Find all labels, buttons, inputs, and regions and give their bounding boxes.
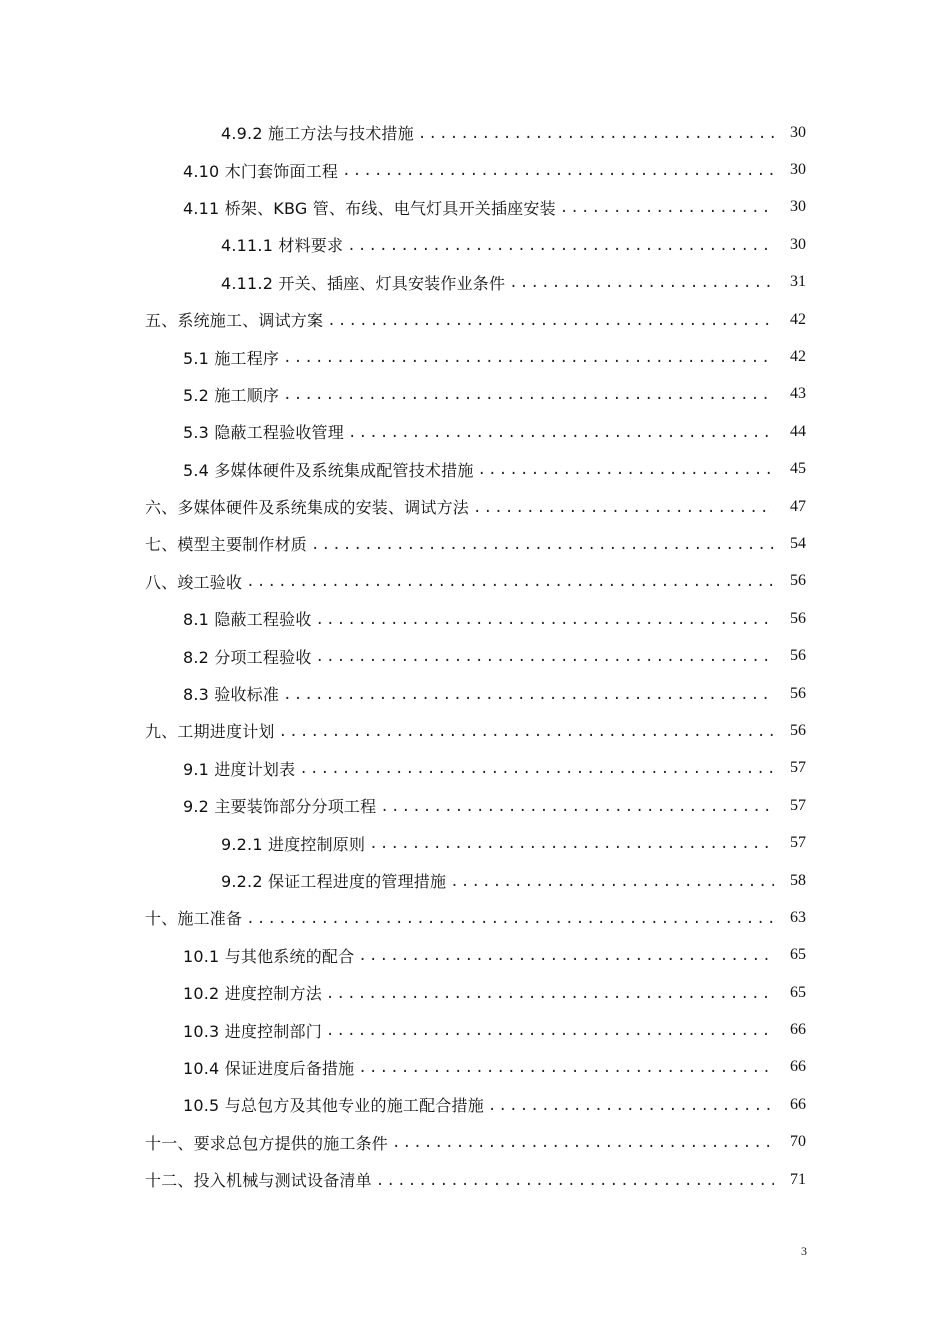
toc-entry-page: 42: [790, 310, 806, 328]
toc-entry-page: 56: [790, 684, 806, 702]
toc-entry[interactable]: [0, 600, 950, 637]
toc-entry-title: 九、工期进度计划: [145, 722, 275, 742]
toc-entry-page: 66: [790, 1058, 806, 1076]
dot-leader: [488, 1098, 774, 1114]
toc-entry-page: 70: [790, 1133, 806, 1151]
toc-entry-title: 10.2 进度控制方法: [183, 984, 322, 1004]
toc-entry[interactable]: [0, 1161, 950, 1198]
dot-leader: [283, 687, 774, 703]
dot-leader: [473, 500, 774, 516]
toc-entry-page: 56: [790, 647, 806, 665]
toc-entry-page: 56: [790, 609, 806, 627]
toc-entry-title: 十、施工准备: [145, 909, 243, 929]
toc-entry-page: 66: [790, 1095, 806, 1113]
dot-leader: [326, 1023, 774, 1039]
toc-entry[interactable]: [0, 750, 950, 787]
toc-entry-page: 65: [790, 946, 806, 964]
toc-entry-page: 56: [790, 572, 806, 590]
dot-leader: [376, 1173, 774, 1189]
toc-entry-title: 10.4 保证进度后备措施: [183, 1058, 355, 1078]
toc-entry-title: 9.2.2 保证工程进度的管理措施: [221, 872, 447, 891]
toc-entry-title: 5.3 隐蔽工程验收管理: [183, 423, 344, 443]
toc-entry-page: 31: [790, 273, 806, 291]
toc-entry-page: 71: [790, 1170, 806, 1188]
toc-entry[interactable]: [0, 451, 950, 488]
toc-entry-title: 十二、投入机械与测试设备清单: [145, 1171, 372, 1191]
toc-entry[interactable]: [0, 301, 950, 338]
toc-entry-title: 五、系统施工、调试方案: [145, 311, 324, 331]
toc-entry-page: 30: [790, 235, 806, 253]
dot-leader: [299, 761, 774, 777]
toc-entry-title: 4.11.2 开关、插座、灯具安装作业条件: [221, 273, 506, 293]
toc-entry-title: 八、竣工验收: [145, 572, 243, 592]
toc-entry-page: 47: [790, 497, 806, 515]
dot-leader: [560, 200, 774, 216]
toc-entry-page: 66: [790, 1021, 806, 1039]
toc-entry-page: 30: [790, 123, 806, 141]
toc-entry-page: 58: [790, 871, 806, 889]
toc-entry-page: 44: [790, 422, 806, 440]
toc-entry[interactable]: [0, 937, 950, 974]
toc-entry-title: 8.3 验收标准: [183, 685, 280, 705]
dot-leader: [326, 986, 774, 1002]
toc-entry-page: 56: [790, 721, 806, 739]
toc-entry-title: 4.9.2 施工方法与技术措施: [221, 124, 414, 144]
toc-entry-title: 4.10 木门套饰面工程: [183, 161, 339, 181]
toc-entry-page: 43: [790, 385, 806, 403]
toc-entry[interactable]: [0, 226, 950, 263]
dot-leader: [327, 313, 774, 329]
dot-leader: [348, 425, 774, 441]
dot-leader: [283, 387, 774, 403]
toc-entry-title: 5.2 施工顺序: [183, 385, 280, 405]
dot-leader: [279, 724, 774, 740]
dot-leader: [450, 874, 774, 890]
toc-entry[interactable]: [0, 151, 950, 188]
toc-entry-title: 六、多媒体硬件及系统集成的安装、调试方法: [145, 498, 470, 518]
toc-entry-page: 45: [790, 460, 806, 478]
toc-entry[interactable]: [0, 376, 950, 413]
dot-leader: [380, 799, 774, 815]
dot-leader: [246, 574, 774, 590]
toc-entry-title: 十一、要求总包方提供的施工条件: [145, 1133, 389, 1153]
dot-leader: [316, 649, 774, 665]
toc-entry-page: 54: [790, 534, 806, 552]
dot-leader: [347, 238, 774, 254]
dot-leader: [283, 350, 774, 366]
toc-entry-page: 63: [790, 908, 806, 926]
toc-entry[interactable]: [0, 114, 950, 151]
toc-entry-title: 5.1 施工程序: [183, 348, 280, 368]
toc-entry-title: 9.2.1 进度控制原则: [221, 834, 366, 854]
toc-entry[interactable]: [0, 488, 950, 525]
toc-entry-title: 10.3 进度控制部门: [183, 1021, 322, 1041]
toc-entry-title: 9.2 主要装饰部分分项工程: [183, 797, 377, 817]
toc-entry-title: 10.1 与其他系统的配合: [183, 946, 355, 966]
toc-entry-page: 65: [790, 983, 806, 1001]
toc-entry-page: 57: [790, 834, 806, 852]
toc-entry-title: 4.11.1 材料要求: [221, 236, 344, 256]
dot-leader: [369, 836, 774, 852]
page-number: 3: [801, 1244, 807, 1258]
toc-entry-title: 9.1 进度计划表: [183, 759, 296, 779]
toc-entry-page: 57: [790, 796, 806, 814]
toc-entry-page: 42: [790, 348, 806, 366]
toc-entry-page: 57: [790, 759, 806, 777]
toc-entry[interactable]: [0, 787, 950, 824]
toc-entry[interactable]: [0, 712, 950, 749]
toc-entry-title: 10.5 与总包方及其他专业的施工配合措施: [183, 1096, 484, 1116]
toc-entry[interactable]: [0, 974, 950, 1011]
toc-entry-title: 8.2 分项工程验收: [183, 647, 312, 667]
toc-entry[interactable]: [0, 899, 950, 936]
dot-leader: [392, 1135, 774, 1151]
dot-leader: [311, 537, 774, 553]
toc-entry[interactable]: [0, 1011, 950, 1048]
toc-entry[interactable]: [0, 264, 950, 301]
toc-entry[interactable]: [0, 862, 950, 899]
dot-leader: [246, 911, 774, 927]
toc-entry-title: 4.11 桥架、KBG 管、布线、电气灯具开关插座安装: [183, 198, 556, 218]
dot-leader: [418, 126, 774, 142]
toc-entry[interactable]: [0, 1086, 950, 1123]
table-of-contents: [0, 114, 950, 1198]
toc-entry-title: 七、模型主要制作材质: [145, 535, 308, 555]
toc-entry[interactable]: [0, 637, 950, 674]
dot-leader: [358, 1060, 774, 1076]
toc-entry-page: 30: [790, 161, 806, 179]
dot-leader: [316, 612, 774, 628]
toc-entry[interactable]: [0, 338, 950, 375]
toc-entry[interactable]: [0, 675, 950, 712]
toc-entry[interactable]: [0, 525, 950, 562]
dot-leader: [358, 948, 774, 964]
toc-entry[interactable]: [0, 824, 950, 861]
dot-leader: [478, 462, 774, 478]
toc-entry-page: 30: [790, 198, 806, 216]
dot-leader: [509, 275, 774, 291]
toc-entry[interactable]: [0, 563, 950, 600]
dot-leader: [342, 163, 774, 179]
toc-entry[interactable]: [0, 189, 950, 226]
toc-entry[interactable]: [0, 1124, 950, 1161]
toc-entry[interactable]: [0, 1049, 950, 1086]
toc-entry[interactable]: [0, 413, 950, 450]
toc-entry-title: 8.1 隐蔽工程验收: [183, 610, 312, 630]
toc-entry-title: 5.4 多媒体硬件及系统集成配管技术措施: [183, 460, 474, 480]
